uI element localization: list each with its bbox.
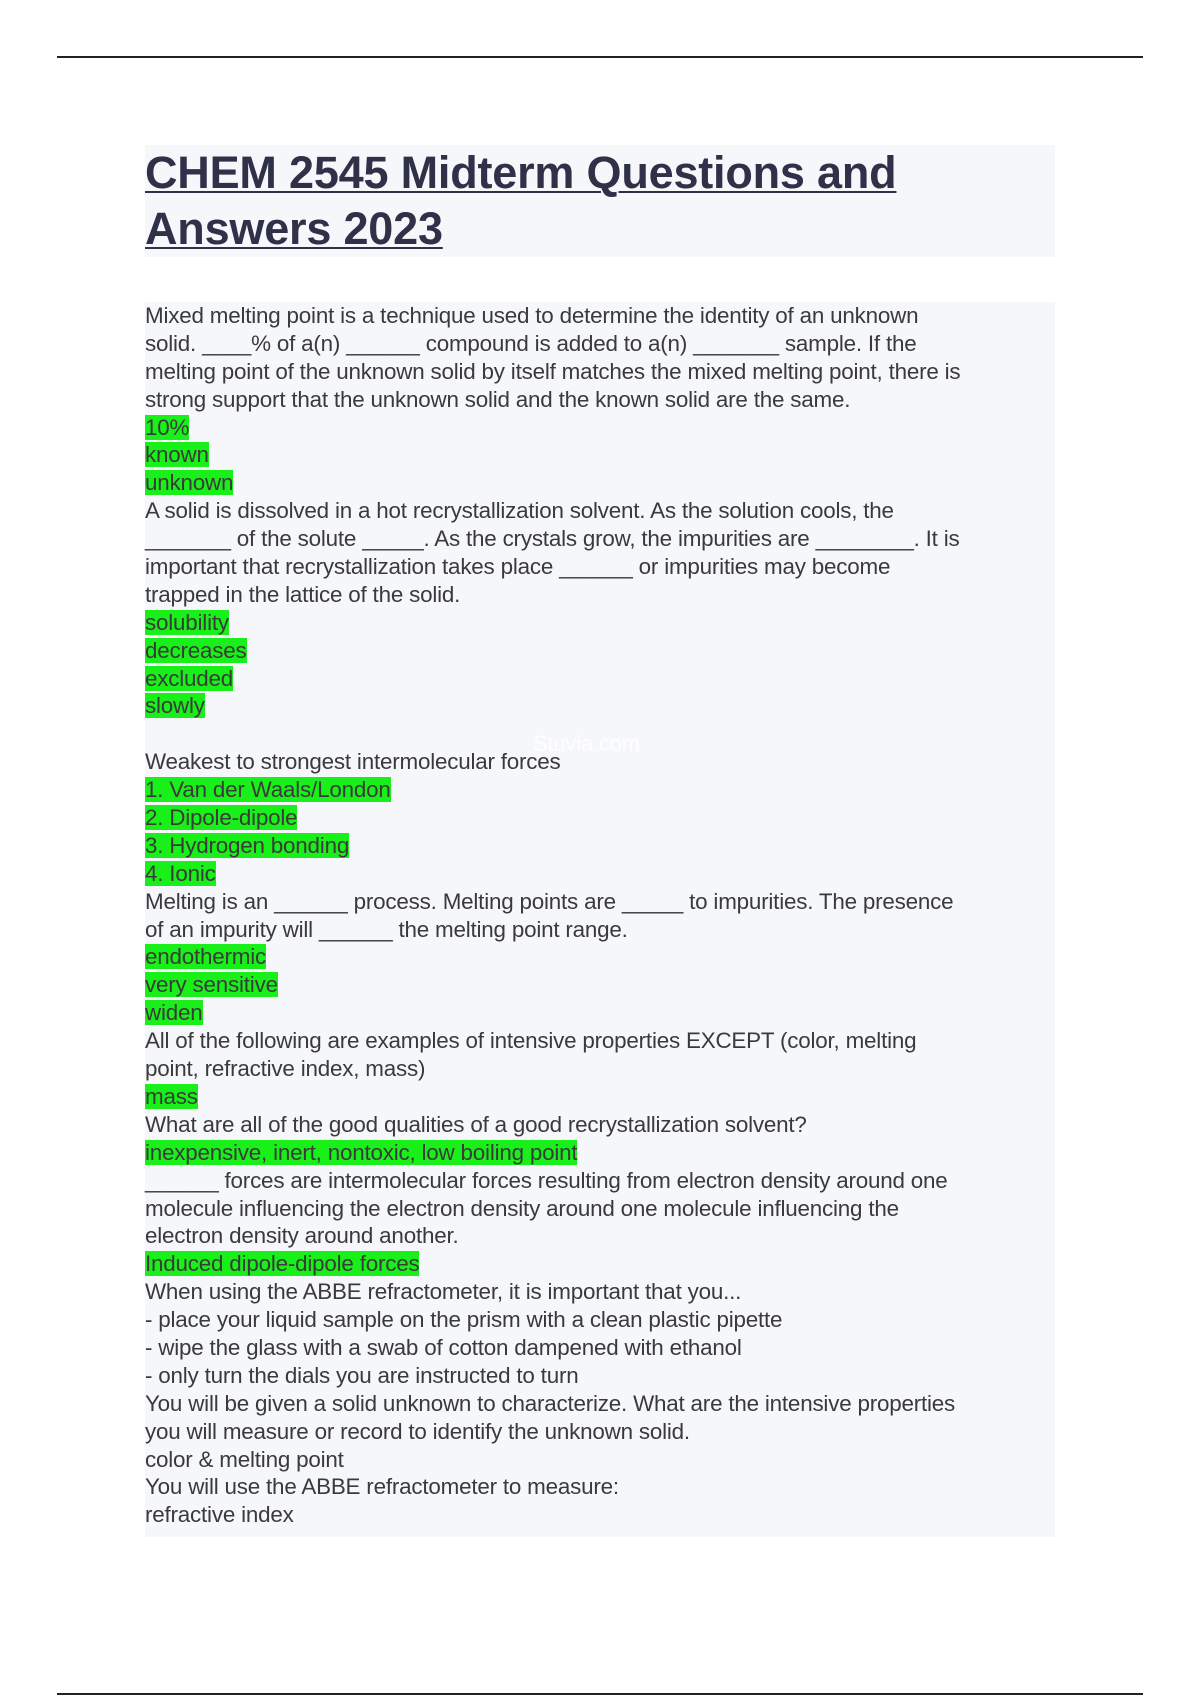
answer-highlight: excluded [145,665,234,691]
answer-highlight: 10% [145,414,190,440]
question-line: - only turn the dials you are instructed to turn [145,1362,579,1388]
answer-highlight: 2. Dipole-dipole [145,805,298,831]
answer-highlight: Induced dipole-dipole forces [145,1251,420,1277]
question-line: color & melting point [145,1446,344,1472]
title-line-1: CHEM 2545 Midterm Questions and [145,147,897,198]
question-line: melting point of the unknown solid by itself matches the mixed melting point, there is [145,358,961,384]
answer-highlight: 1. Van der Waals/London [145,777,391,803]
question-line: _______ of the solute _____. As the crystals grow, the impurities are ________. It is [145,526,960,552]
title-line-2: Answers 2023 [145,203,443,254]
title-block [145,145,1055,257]
question-line: of an impurity will ______ the melting point range. [145,916,628,942]
question-line: molecule influencing the electron density around one molecule influencing the [145,1195,899,1221]
answer-highlight: known [145,442,209,468]
question-line: electron density around another. [145,1223,459,1249]
question-line: - place your liquid sample on the prism with a clean plastic pipette [145,1307,783,1333]
question-line: What are all of the good qualities of a good recrystallization solvent? [145,1111,807,1137]
answer-highlight: solubility [145,609,229,635]
answer-highlight: inexpensive, inert, nontoxic, low boiling point [145,1139,578,1165]
bottom-rule [57,1693,1143,1695]
question-line: - wipe the glass with a swab of cotton dampened with ethanol [145,1334,742,1360]
answer-highlight: unknown [145,470,234,496]
question-line: important that recrystallization takes place ______ or impurities may become [145,554,891,580]
answer-highlight: very sensitive [145,972,278,998]
question-line: When using the ABBE refractometer, it is important that you... [145,1279,742,1305]
watermark: Stuvia.com [533,731,640,756]
question-line: Melting is an ______ process. Melting points are _____ to impurities. The presence [145,888,954,914]
question-line: All of the following are examples of intensive properties EXCEPT (color, melting [145,1028,917,1054]
question-line: refractive index [145,1502,294,1528]
answer-highlight: 3. Hydrogen bonding [145,832,350,858]
question-line: A solid is dissolved in a hot recrystallization solvent. As the solution cools, the [145,498,894,524]
question-line: solid. ____% of a(n) ______ compound is added to a(n) _______ sample. If the [145,330,917,356]
question-line: You will use the ABBE refractometer to measure: [145,1474,619,1500]
question-line: Mixed melting point is a technique used to determine the identity of an unknown [145,303,919,328]
top-rule [57,56,1143,58]
answer-highlight: mass [145,1083,198,1109]
question-line: strong support that the unknown solid and the known solid are the same. [145,386,851,412]
question-line: you will measure or record to identify the unknown solid. [145,1418,690,1444]
answer-highlight: widen [145,1000,203,1026]
question-line: trapped in the lattice of the solid. [145,581,461,607]
answer-highlight: slowly [145,693,205,719]
question-line: You will be given a solid unknown to characterize. What are the intensive properties [145,1390,956,1416]
question-line: point, refractive index, mass) [145,1056,426,1082]
question-line: Weakest to strongest intermolecular forces [145,749,561,775]
answer-highlight: decreases [145,637,247,663]
qa-content [145,302,1055,1537]
page-title [145,145,1055,257]
question-line: ______ forces are intermolecular forces resulting from electron density around one [145,1167,948,1193]
answer-highlight: endothermic [145,944,267,970]
answer-highlight: 4. Ionic [145,860,216,886]
